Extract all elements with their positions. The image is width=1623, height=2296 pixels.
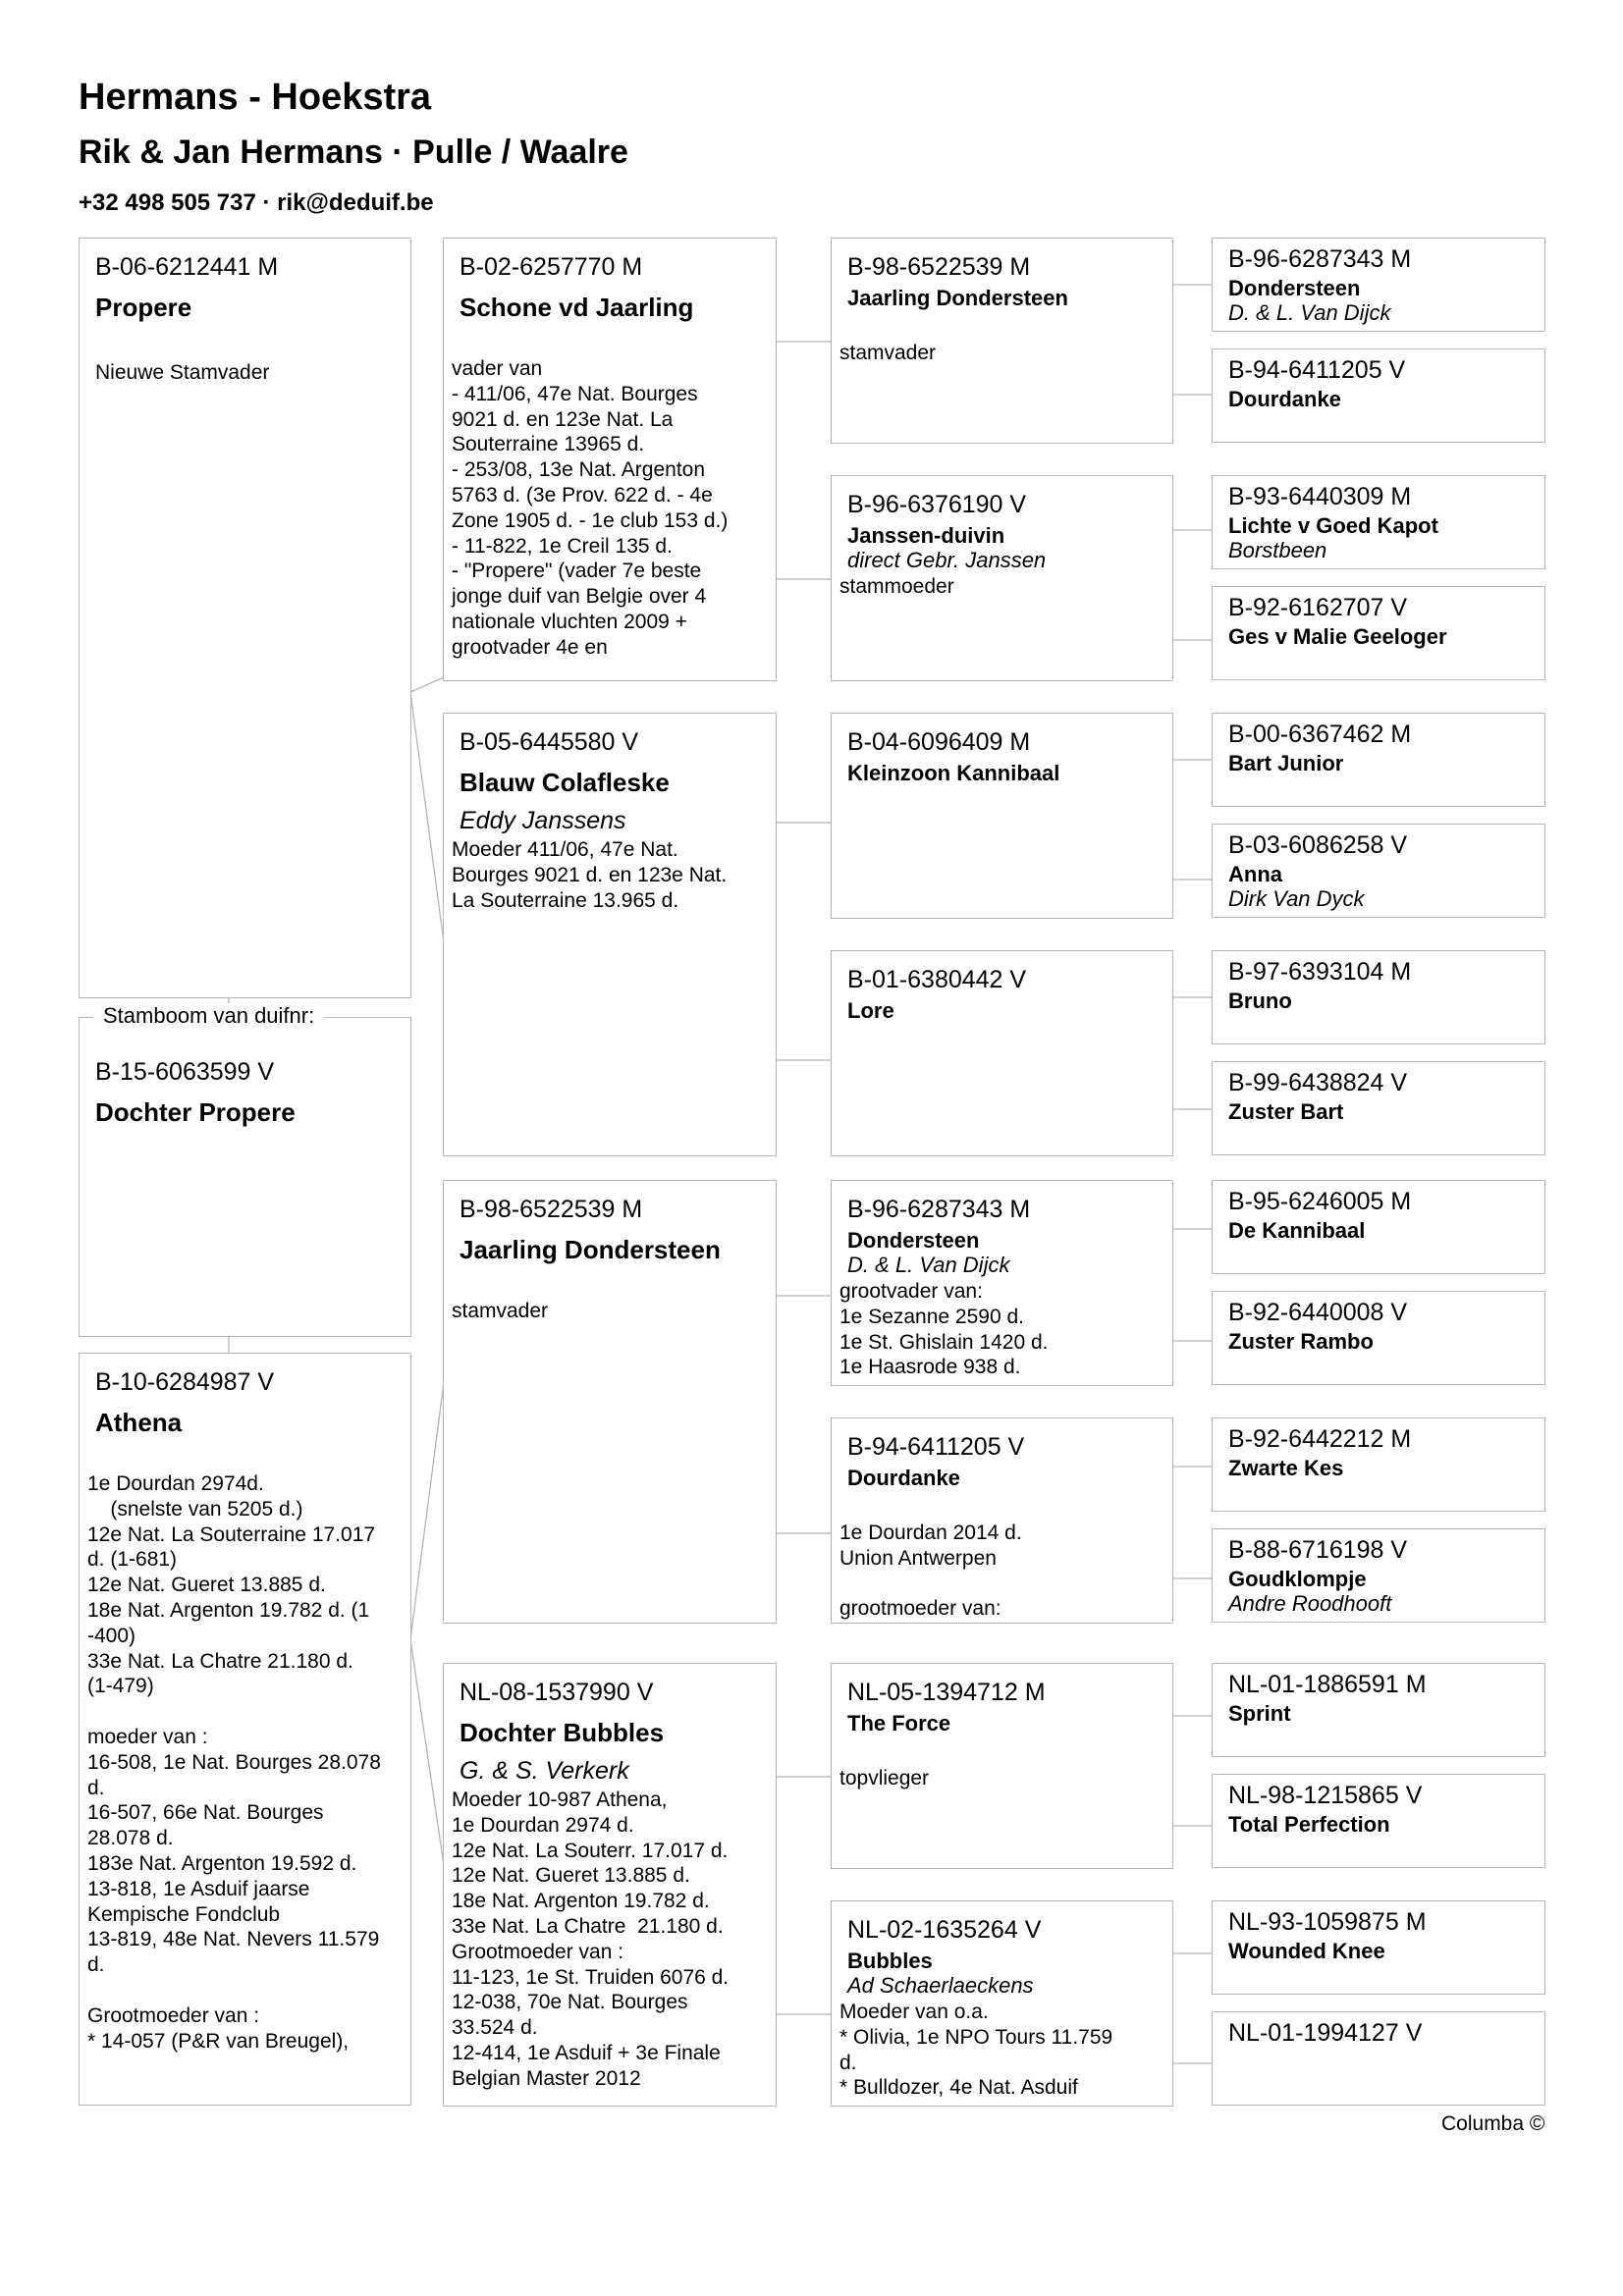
great-grandparent-card[interactable] <box>831 238 1173 444</box>
great-grandparent-card[interactable] <box>831 713 1173 919</box>
ring-number: B-97-6393104 M <box>1228 958 1412 986</box>
subject-legend: Stamboom van duifnr: <box>93 1003 324 1029</box>
grandparent-card[interactable] <box>443 713 777 1156</box>
pigeon-name: Anna <box>1228 862 1282 886</box>
gg-grandparent-card[interactable] <box>1212 2011 1545 2106</box>
gg-grandparent-card[interactable] <box>1212 1180 1545 1274</box>
ring-number: B-92-6162707 V <box>1228 594 1408 621</box>
pigeon-name: Jaarling Dondersteen <box>460 1235 721 1264</box>
pigeon-info: vader van - 411/06, 47e Nat. Bourges 9021 d. en 123e Nat. La Souterraine 13965 d. - 253/08, 13e Nat. Argenton 5763 d. (3e Prov. 622 d. - 4e Zone 1905 d. - 1e club 153 d.) - 11-822, 1e Creil 135 d. - "Propere" (vader 7e beste jonge duif van Belgie over 4 nationale vluchten 2009 + grootvader 4e en <box>452 357 729 659</box>
pigeon-name: Bart Junior <box>1228 751 1344 775</box>
pigeon-owner: direct Gebr. Janssen <box>847 548 1047 572</box>
pigeon-name: Zuster Rambo <box>1228 1329 1374 1354</box>
pigeon-name: Propere <box>95 293 192 322</box>
pigeon-name: Dondersteen <box>847 1228 980 1253</box>
pigeon-owner: G. & S. Verkerk <box>460 1757 629 1785</box>
pigeon-name: Dourdanke <box>1228 387 1341 411</box>
pigeon-name: The Force <box>847 1711 951 1735</box>
ring-number: NL-08-1537990 V <box>460 1679 654 1706</box>
great-grandparent-card[interactable] <box>831 1900 1173 2107</box>
pigeon-owner: Eddy Janssens <box>460 807 626 834</box>
pigeon-info: grootvader van: 1e Sezanne 2590 d. 1e St. Ghislain 1420 d. 1e Haasrode 938 d. <box>839 1280 1049 1379</box>
pigeon-name: Zwarte Kes <box>1228 1456 1344 1480</box>
ring-number: NL-98-1215865 V <box>1228 1782 1423 1809</box>
ring-number: NL-02-1635264 V <box>847 1916 1042 1944</box>
ring-number: B-03-6086258 V <box>1228 831 1408 859</box>
gg-grandparent-card[interactable] <box>1212 1663 1545 1757</box>
pigeon-info: Nieuwe Stamvader <box>95 361 270 384</box>
gg-grandparent-card[interactable] <box>1212 1291 1545 1385</box>
ring-number: NL-01-1994127 V <box>1228 2019 1423 2047</box>
mother-card[interactable] <box>79 1353 411 2106</box>
pigeon-owner: Borstbeen <box>1228 538 1327 562</box>
pigeon-name: Goudklompje <box>1228 1567 1367 1591</box>
pigeon-info: stamvader <box>839 342 937 364</box>
ring-number: B-96-6287343 M <box>847 1196 1031 1223</box>
grandparent-card[interactable] <box>443 1663 777 2107</box>
pigeon-name: Dochter Propere <box>95 1097 296 1127</box>
pigeon-name: Ges v Malie Geeloger <box>1228 624 1447 649</box>
pigeon-name: Dondersteen <box>1228 276 1361 300</box>
page-title: Hermans - Hoekstra <box>79 77 432 118</box>
pigeon-owner: Andre Roodhooft <box>1228 1591 1392 1616</box>
pigeon-name: Dochter Bubbles <box>460 1718 665 1747</box>
pigeon-info: topvlieger <box>839 1767 930 1789</box>
great-grandparent-card[interactable] <box>831 1417 1173 1624</box>
pigeon-owner: D. & L. Van Dijck <box>1228 300 1391 325</box>
ring-number: B-94-6411205 V <box>847 1433 1025 1461</box>
pigeon-name: Lichte v Goed Kapot <box>1228 513 1438 538</box>
pigeon-owner: Dirk Van Dyck <box>1228 886 1365 911</box>
ring-number: B-98-6522539 M <box>460 1196 643 1223</box>
pigeon-name: Bruno <box>1228 988 1292 1013</box>
subject-card[interactable] <box>79 1017 411 1337</box>
pigeon-info: 1e Dourdan 2014 d. Union Antwerpen grootmoeder van: <box>839 1522 1022 1621</box>
pigeon-owner: D. & L. Van Dijck <box>847 1253 1010 1277</box>
great-grandparent-card[interactable] <box>831 475 1173 681</box>
gg-grandparent-card[interactable] <box>1212 824 1545 918</box>
pigeon-info: Moeder 411/06, 47e Nat. Bourges 9021 d. en 123e Nat. La Souterraine 13.965 d. <box>452 838 728 912</box>
gg-grandparent-card[interactable] <box>1212 1417 1545 1512</box>
gg-grandparent-card[interactable] <box>1212 238 1545 332</box>
pigeon-name: Athena <box>95 1408 183 1437</box>
great-grandparent-card[interactable] <box>831 1663 1173 1869</box>
pigeon-name: Bubbles <box>847 1949 933 1973</box>
pigeon-name: Dourdanke <box>847 1466 960 1490</box>
gg-grandparent-card[interactable] <box>1212 1900 1545 1995</box>
gg-grandparent-card[interactable] <box>1212 475 1545 569</box>
pigeon-name: De Kannibaal <box>1228 1218 1366 1243</box>
gg-grandparent-card[interactable] <box>1212 1061 1545 1155</box>
ring-number: B-95-6246005 M <box>1228 1188 1412 1215</box>
ring-number: B-92-6442212 M <box>1228 1425 1412 1453</box>
pigeon-name: Blauw Colafleske <box>460 768 670 797</box>
gg-grandparent-card[interactable] <box>1212 1774 1545 1868</box>
grandparent-card[interactable] <box>443 238 777 681</box>
grandparent-card[interactable] <box>443 1180 777 1624</box>
pigeon-name: Jaarling Dondersteen <box>847 286 1068 310</box>
father-card[interactable] <box>79 238 411 998</box>
gg-grandparent-card[interactable] <box>1212 586 1545 680</box>
ring-number: B-92-6440008 V <box>1228 1299 1408 1326</box>
pigeon-name: Total Perfection <box>1228 1812 1390 1837</box>
pigeon-info: 1e Dourdan 2974d. (snelste van 5205 d.) 12e Nat. La Souterraine 17.017 d. (1-681) 12e Nat. Gueret 13.885 d. 18e Nat. Argenton 19.782 d. (1 -400) 33e Nat. La Chatre 21.180 d. (1-479) moeder van : 16-508, 1e Nat. Bourges 28.078 d. 16-507, 66e Nat. Bourges 28.078 d. 183e Nat. Argenton 19.592 d. 13-818, 1e Asduif jaarse Kempische Fondclub 13-819, 48e Nat. Nevers 11.579 d. Grootmoeder van : * 14-057 (P&R van Breugel), <box>87 1472 381 2053</box>
gg-grandparent-card[interactable] <box>1212 348 1545 443</box>
gg-grandparent-card[interactable] <box>1212 713 1545 807</box>
ring-number: B-88-6716198 V <box>1228 1536 1408 1564</box>
breeder-contact: +32 498 505 737 · rik@deduif.be <box>79 189 434 216</box>
ring-number: B-04-6096409 M <box>847 728 1031 756</box>
breeder-name: Rik & Jan Hermans · Pulle / Waalre <box>79 133 628 171</box>
pigeon-info: stammoeder <box>839 575 954 598</box>
ring-number: B-10-6284987 V <box>95 1368 275 1396</box>
gg-grandparent-card[interactable] <box>1212 950 1545 1044</box>
ring-number: B-93-6440309 M <box>1228 483 1412 510</box>
pigeon-name: Kleinzoon Kannibaal <box>847 761 1060 785</box>
pigeon-info: stamvader <box>452 1300 549 1322</box>
pigeon-name: Lore <box>847 998 894 1023</box>
ring-number: B-96-6376190 V <box>847 491 1027 518</box>
ring-number: NL-05-1394712 M <box>847 1679 1046 1706</box>
ring-number: B-15-6063599 V <box>95 1058 275 1086</box>
great-grandparent-card[interactable] <box>831 950 1173 1156</box>
ring-number: B-94-6411205 V <box>1228 356 1406 384</box>
ring-number: NL-01-1886591 M <box>1228 1671 1427 1698</box>
pigeon-name: Schone vd Jaarling <box>460 293 694 322</box>
gg-grandparent-card[interactable] <box>1212 1528 1545 1623</box>
pigeon-name: Sprint <box>1228 1701 1291 1726</box>
ring-number: B-05-6445580 V <box>460 728 639 756</box>
ring-number: B-99-6438824 V <box>1228 1069 1408 1096</box>
pigeon-name: Janssen-duivin <box>847 523 1005 548</box>
ring-number: B-96-6287343 M <box>1228 245 1412 273</box>
ring-number: B-98-6522539 M <box>847 253 1031 281</box>
pigeon-name: Zuster Bart <box>1228 1099 1344 1124</box>
great-grandparent-card[interactable] <box>831 1180 1173 1386</box>
footer-credit: Columba © <box>1441 2112 1545 2135</box>
ring-number: B-00-6367462 M <box>1228 721 1412 748</box>
ring-number: B-02-6257770 M <box>460 253 643 281</box>
pigeon-name: Wounded Knee <box>1228 1939 1385 1963</box>
ring-number: B-06-6212441 M <box>95 253 279 281</box>
ring-number: NL-93-1059875 M <box>1228 1908 1427 1936</box>
pigeon-owner: Ad Schaerlaeckens <box>847 1973 1034 1998</box>
ring-number: B-01-6380442 V <box>847 966 1027 993</box>
pigeon-info: Moeder 10-987 Athena, 1e Dourdan 2974 d. 12e Nat. La Souterr. 17.017 d. 12e Nat. Gueret 13.885 d. 18e Nat. Argenton 19.782 d. 33e Nat. La Chatre 21.180 d. Grootmoeder van : 11-123, 1e St. Truiden 6076 d. 12-038, 70e Nat. Bourges 33.524 d. 12-414, 1e Asduif + 3e Finale Belgian Master 2012 <box>452 1789 730 2090</box>
pigeon-info: Moeder van o.a. * Olivia, 1e NPO Tours 11.759 d. * Bulldozer, 4e Nat. Asduif <box>839 2001 1113 2100</box>
